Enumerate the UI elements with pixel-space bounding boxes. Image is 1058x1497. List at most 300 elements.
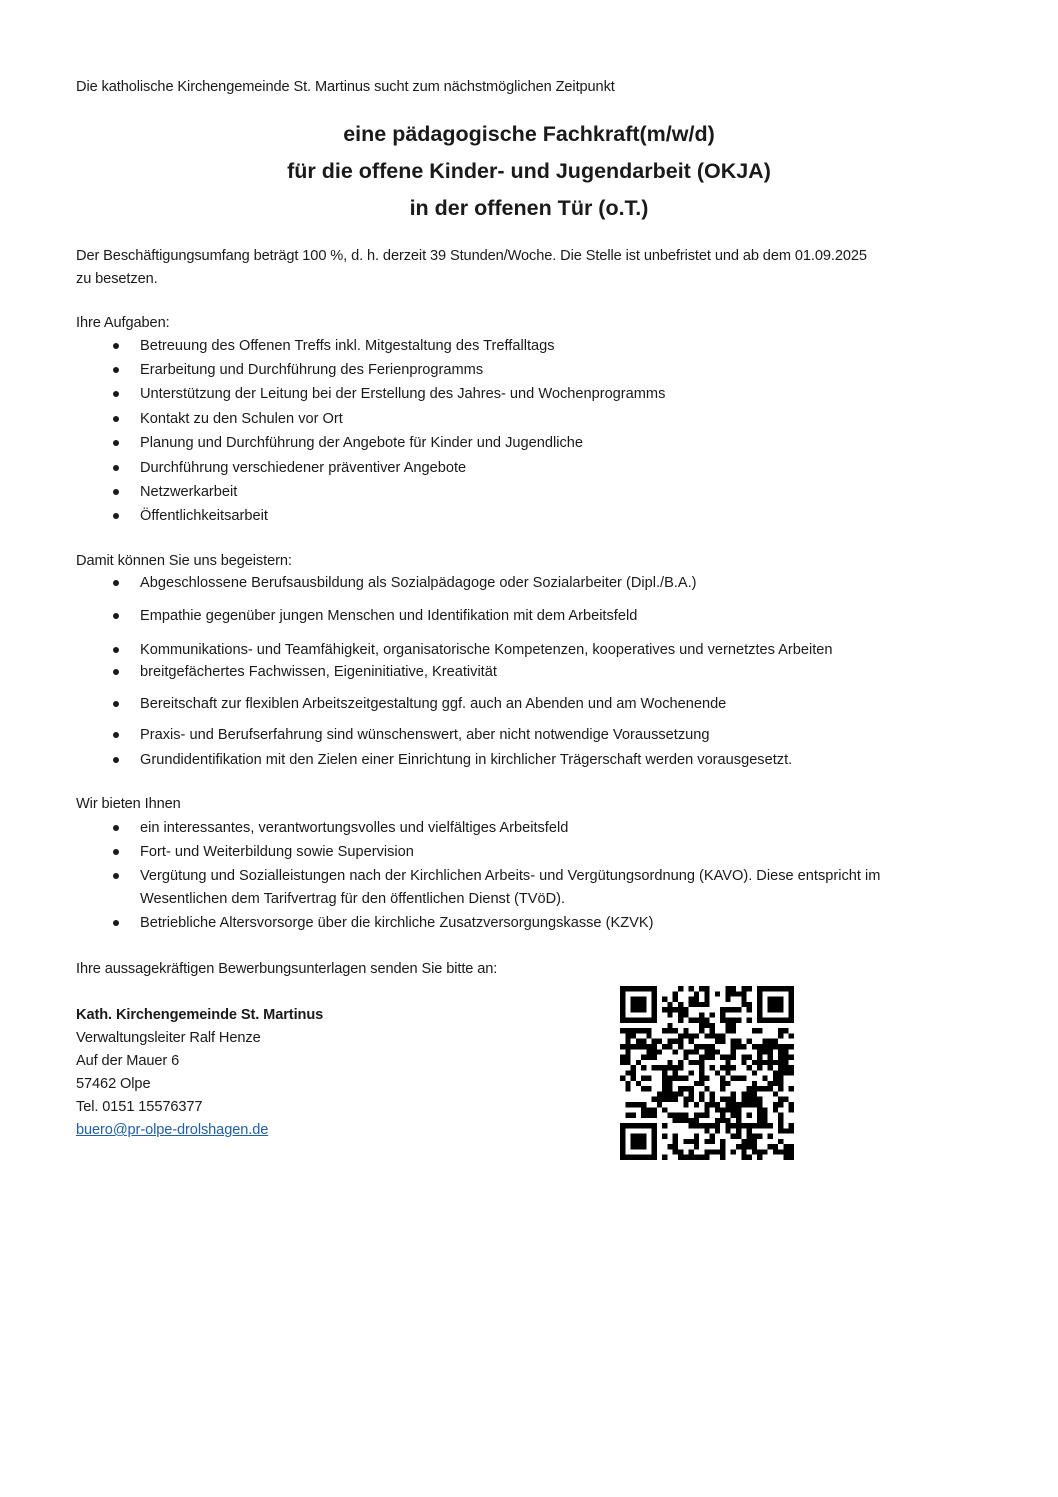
qr-module: [715, 991, 720, 996]
bullet-icon: [113, 580, 119, 586]
qr-module: [789, 1033, 794, 1038]
bullet-icon: [113, 757, 119, 763]
qr-module: [689, 1118, 694, 1123]
qr-module: [715, 1118, 720, 1123]
qr-module: [678, 1060, 683, 1065]
qr-module: [641, 1028, 646, 1033]
bullet-icon: [113, 701, 119, 707]
qr-module: [778, 997, 783, 1002]
qr-module: [757, 1007, 762, 1012]
qr-module: [673, 1076, 678, 1081]
qr-module: [620, 1149, 625, 1154]
qr-module: [662, 997, 667, 1002]
qr-module: [757, 1055, 762, 1060]
qr-module: [704, 1149, 709, 1154]
qr-module: [667, 1081, 672, 1086]
qr-module: [752, 1070, 757, 1075]
qr-module: [699, 1097, 704, 1102]
qr-module: [694, 1102, 699, 1107]
qr-module: [757, 1113, 762, 1118]
qr-module: [694, 1134, 699, 1139]
qr-module: [699, 1091, 704, 1096]
qr-module: [641, 1086, 646, 1091]
qr-module: [636, 1144, 641, 1149]
qr-module: [736, 1118, 741, 1123]
qr-module: [625, 1123, 630, 1128]
qr-module: [652, 1018, 657, 1023]
qr-module: [631, 1028, 636, 1033]
qr-module: [752, 1060, 757, 1065]
qr-module: [641, 1044, 646, 1049]
qr-module: [778, 1086, 783, 1091]
qr-module: [673, 1049, 678, 1054]
qr-module: [789, 1144, 794, 1149]
qr-module: [778, 1055, 783, 1060]
qr-module: [747, 1039, 752, 1044]
qr-module: [667, 1097, 672, 1102]
qr-module: [699, 1070, 704, 1075]
bullet-icon: [113, 440, 119, 446]
qr-module: [752, 1144, 757, 1149]
qr-module: [673, 1039, 678, 1044]
qr-module: [752, 1097, 757, 1102]
qr-module: [710, 1012, 715, 1017]
qr-module: [636, 1018, 641, 1023]
qr-module: [652, 997, 657, 1002]
qr-module: [646, 1055, 651, 1060]
qr-module: [778, 1065, 783, 1070]
qr-module: [778, 1018, 783, 1023]
qr-module: [736, 1128, 741, 1133]
qr-module: [699, 1044, 704, 1049]
qr-module: [652, 1123, 657, 1128]
qr-module: [694, 1044, 699, 1049]
qr-module: [762, 1044, 767, 1049]
qr-module: [731, 1065, 736, 1070]
qr-module: [667, 1144, 672, 1149]
qr-module: [773, 1044, 778, 1049]
qr-module: [704, 1044, 709, 1049]
qr-module: [673, 1139, 678, 1144]
qr-module: [725, 1107, 730, 1112]
job-title-line-2: für die offene Kinder- und Jugendarbeit (OKJA): [287, 159, 771, 183]
job-title-line-1: eine pädagogische Fachkraft(m/w/d): [343, 122, 715, 146]
qr-module: [773, 1149, 778, 1154]
qr-module: [636, 1134, 641, 1139]
qr-module: [678, 1012, 683, 1017]
qr-module: [657, 1091, 662, 1096]
qr-module: [789, 1065, 794, 1070]
qr-module: [783, 1155, 788, 1160]
qr-module: [741, 991, 746, 996]
contact-city: 57462 Olpe: [76, 1076, 151, 1092]
qr-module: [699, 1002, 704, 1007]
qr-module: [762, 1049, 767, 1054]
qr-module: [757, 986, 762, 991]
qr-module: [757, 1018, 762, 1023]
qr-module: [636, 1102, 641, 1107]
qr-module: [789, 1055, 794, 1060]
qr-module: [667, 1007, 672, 1012]
qr-module: [715, 1049, 720, 1054]
qr-module: [636, 1044, 641, 1049]
qr-module: [625, 1044, 630, 1049]
qr-module: [789, 997, 794, 1002]
qr-module: [646, 1123, 651, 1128]
qr-module: [667, 1028, 672, 1033]
qr-module: [778, 1049, 783, 1054]
qr-module: [652, 1039, 657, 1044]
qr-module: [662, 1044, 667, 1049]
qr-module: [641, 1065, 646, 1070]
qr-module: [773, 1144, 778, 1149]
qr-module: [720, 1081, 725, 1086]
qr-module: [636, 1028, 641, 1033]
qr-module: [731, 1018, 736, 1023]
qr-module: [710, 1091, 715, 1096]
qr-module: [752, 1028, 757, 1033]
qr-module: [731, 1007, 736, 1012]
qr-module: [678, 1076, 683, 1081]
qr-module: [678, 1033, 683, 1038]
qr-module: [704, 1113, 709, 1118]
qr-module: [768, 1134, 773, 1139]
qr-module: [678, 1065, 683, 1070]
qr-module: [652, 1107, 657, 1112]
qr-module: [731, 1028, 736, 1033]
qr-module: [710, 1049, 715, 1054]
qr-module: [620, 1139, 625, 1144]
qr-module: [736, 1113, 741, 1118]
qr-module: [757, 1134, 762, 1139]
qr-module: [783, 1055, 788, 1060]
qr-module: [731, 1113, 736, 1118]
qr-module: [778, 1118, 783, 1123]
qr-module: [631, 1113, 636, 1118]
qr-module: [678, 1113, 683, 1118]
qr-module: [631, 1144, 636, 1149]
qr-module: [689, 1002, 694, 1007]
qr-module: [683, 1076, 688, 1081]
qr-module: [646, 1018, 651, 1023]
qr-module: [720, 1039, 725, 1044]
qr-module: [625, 1039, 630, 1044]
qr-module: [783, 1044, 788, 1049]
qr-module: [789, 1044, 794, 1049]
qr-module: [710, 1033, 715, 1038]
qr-module: [652, 1012, 657, 1017]
qr-module: [762, 1113, 767, 1118]
qr-module: [620, 1007, 625, 1012]
qr-module: [620, 997, 625, 1002]
qr-module: [704, 1107, 709, 1112]
qr-module: [741, 1102, 746, 1107]
qr-module: [683, 1007, 688, 1012]
qr-module: [741, 1002, 746, 1007]
qr-module: [747, 1139, 752, 1144]
qr-module: [667, 1076, 672, 1081]
qr-module: [778, 1113, 783, 1118]
qr-module: [741, 1060, 746, 1065]
qr-module: [731, 986, 736, 991]
qr-module: [720, 1113, 725, 1118]
qr-module: [747, 1002, 752, 1007]
qr-module: [768, 1039, 773, 1044]
qr-module: [757, 1086, 762, 1091]
qr-module: [652, 1155, 657, 1160]
qr-module: [704, 1033, 709, 1038]
qr-module: [704, 1128, 709, 1133]
qr-module: [762, 1018, 767, 1023]
qr-module: [725, 1097, 730, 1102]
qr-module: [631, 997, 636, 1002]
qr-module: [694, 1018, 699, 1023]
qr-module: [678, 1086, 683, 1091]
contact-street: Auf der Mauer 6: [76, 1053, 180, 1069]
qr-module: [768, 1049, 773, 1054]
qr-module: [741, 1055, 746, 1060]
qr-module: [778, 1070, 783, 1075]
qr-module: [783, 1065, 788, 1070]
qr-module: [641, 997, 646, 1002]
qr-module: [752, 1123, 757, 1128]
qr-module: [620, 991, 625, 996]
qr-module: [715, 1070, 720, 1075]
qr-module: [662, 1076, 667, 1081]
qr-module: [657, 1065, 662, 1070]
qr-module: [699, 1023, 704, 1028]
qr-module: [646, 1049, 651, 1054]
bullet-icon: [113, 343, 119, 349]
qr-module: [625, 1033, 630, 1038]
qr-module: [715, 1039, 720, 1044]
qr-module: [678, 1091, 683, 1096]
qr-module: [683, 1097, 688, 1102]
qr-module: [710, 1097, 715, 1102]
qr-module: [741, 1076, 746, 1081]
qr-module: [625, 1060, 630, 1065]
qr-module: [778, 1139, 783, 1144]
qr-module: [694, 1155, 699, 1160]
qr-module: [636, 1039, 641, 1044]
qr-module: [778, 986, 783, 991]
qr-module: [673, 1070, 678, 1075]
qr-module: [757, 1012, 762, 1017]
qr-module: [789, 1128, 794, 1133]
bullet-icon: [113, 732, 119, 738]
qr-module: [641, 1055, 646, 1060]
qr-module: [773, 1081, 778, 1086]
qr-module: [620, 1012, 625, 1017]
qr-module: [783, 1060, 788, 1065]
qr-module: [710, 1065, 715, 1070]
bullet-icon: [113, 613, 119, 619]
qr-module: [662, 1155, 667, 1160]
qr-module: [689, 1039, 694, 1044]
qr-module: [757, 1065, 762, 1070]
qr-module: [625, 1018, 630, 1023]
qr-module: [620, 1144, 625, 1149]
qr-module: [757, 1002, 762, 1007]
qr-module: [699, 1065, 704, 1070]
qr-module: [662, 1065, 667, 1070]
qr-module: [631, 1002, 636, 1007]
qr-module: [657, 1049, 662, 1054]
qr-module: [720, 1107, 725, 1112]
qr-module: [641, 1144, 646, 1149]
qr-module: [747, 986, 752, 991]
qr-module: [625, 1081, 630, 1086]
qr-module: [747, 1144, 752, 1149]
qr-module: [789, 991, 794, 996]
qr-module: [725, 1060, 730, 1065]
qr-module: [773, 1002, 778, 1007]
qr-module: [652, 1097, 657, 1102]
qr-module: [757, 1060, 762, 1065]
qr-module: [710, 1044, 715, 1049]
qr-module: [752, 1139, 757, 1144]
qr-module: [741, 997, 746, 1002]
qr-module: [710, 1023, 715, 1028]
requirements-heading: Damit können Sie uns begeistern:: [76, 553, 292, 569]
qr-module: [667, 1044, 672, 1049]
qr-module: [662, 1028, 667, 1033]
qr-module: [689, 1139, 694, 1144]
qr-module: [620, 1134, 625, 1139]
qr-module: [673, 1134, 678, 1139]
qr-module: [673, 1113, 678, 1118]
qr-module: [673, 1007, 678, 1012]
qr-module: [625, 1155, 630, 1160]
qr-module: [773, 1102, 778, 1107]
qr-module: [704, 1055, 709, 1060]
qr-module: [694, 1081, 699, 1086]
qr-module: [694, 1144, 699, 1149]
qr-module: [710, 1028, 715, 1033]
qr-module: [631, 1033, 636, 1038]
qr-module: [699, 1123, 704, 1128]
qr-module: [736, 1076, 741, 1081]
qr-module: [641, 1155, 646, 1160]
qr-module: [747, 1007, 752, 1012]
qr-module: [652, 991, 657, 996]
qr-module: [715, 1149, 720, 1154]
qr-module: [747, 1155, 752, 1160]
bullet-icon: [113, 873, 119, 879]
qr-module: [720, 1012, 725, 1017]
qr-module: [673, 991, 678, 996]
qr-module: [641, 1018, 646, 1023]
qr-module: [778, 1044, 783, 1049]
qr-module: [620, 1060, 625, 1065]
qr-module: [678, 1118, 683, 1123]
qr-module: [689, 1155, 694, 1160]
qr-module: [699, 1060, 704, 1065]
qr-module: [667, 1091, 672, 1096]
qr-module: [757, 1097, 762, 1102]
qr-module: [673, 1118, 678, 1123]
qr-module: [768, 1044, 773, 1049]
qr-module: [704, 1139, 709, 1144]
qr-module: [783, 1128, 788, 1133]
qr-module: [683, 1102, 688, 1107]
qr-module: [667, 1113, 672, 1118]
qr-module: [752, 1086, 757, 1091]
qr-module: [620, 1123, 625, 1128]
qr-module: [625, 1102, 630, 1107]
qr-module: [673, 1144, 678, 1149]
qr-module: [789, 1018, 794, 1023]
qr-module: [720, 1097, 725, 1102]
qr-module: [752, 1044, 757, 1049]
qr-module: [667, 1002, 672, 1007]
qr-module: [704, 1155, 709, 1160]
qr-module: [704, 1023, 709, 1028]
qr-module: [731, 1039, 736, 1044]
qr-module: [720, 1033, 725, 1038]
bullet-icon: [113, 391, 119, 397]
qr-module: [652, 1007, 657, 1012]
qr-module: [646, 1028, 651, 1033]
qr-module: [631, 1065, 636, 1070]
qr-module: [720, 1118, 725, 1123]
qr-module: [736, 991, 741, 996]
qr-module: [689, 1070, 694, 1075]
qr-module: [710, 1055, 715, 1060]
qr-module: [783, 1144, 788, 1149]
qr-module: [620, 986, 625, 991]
qr-module: [625, 1055, 630, 1060]
qr-module: [752, 1134, 757, 1139]
qr-module: [747, 1091, 752, 1096]
qr-module: [631, 986, 636, 991]
qr-module: [720, 1086, 725, 1091]
qr-module: [631, 1139, 636, 1144]
qr-module: [636, 1060, 641, 1065]
qr-module: [699, 1113, 704, 1118]
qr-module: [704, 1002, 709, 1007]
qr-module: [620, 1076, 625, 1081]
qr-module: [710, 1134, 715, 1139]
qr-module: [715, 1128, 720, 1133]
qr-module: [699, 1055, 704, 1060]
qr-module: [683, 1012, 688, 1017]
qr-module: [673, 1091, 678, 1096]
qr-module: [678, 1039, 683, 1044]
qr-module: [736, 1039, 741, 1044]
qr-module: [667, 1023, 672, 1028]
qr-module: [731, 1149, 736, 1154]
qr-module: [747, 1065, 752, 1070]
qr-module: [762, 1086, 767, 1091]
qr-module: [720, 1055, 725, 1060]
qr-module: [710, 1123, 715, 1128]
qr-module: [752, 1091, 757, 1096]
qr-module: [646, 1107, 651, 1112]
bullet-icon: [113, 513, 119, 519]
qr-module: [694, 1049, 699, 1054]
qr-module: [694, 1033, 699, 1038]
qr-module: [694, 1113, 699, 1118]
qr-module: [631, 1155, 636, 1160]
qr-module: [683, 1155, 688, 1160]
qr-module: [720, 1149, 725, 1154]
qr-module: [725, 1055, 730, 1060]
qr-module: [641, 1076, 646, 1081]
qr-module: [667, 1039, 672, 1044]
qr-module: [783, 1018, 788, 1023]
contact-email-link[interactable]: buero@pr-olpe-drolshagen.de: [76, 1122, 269, 1138]
